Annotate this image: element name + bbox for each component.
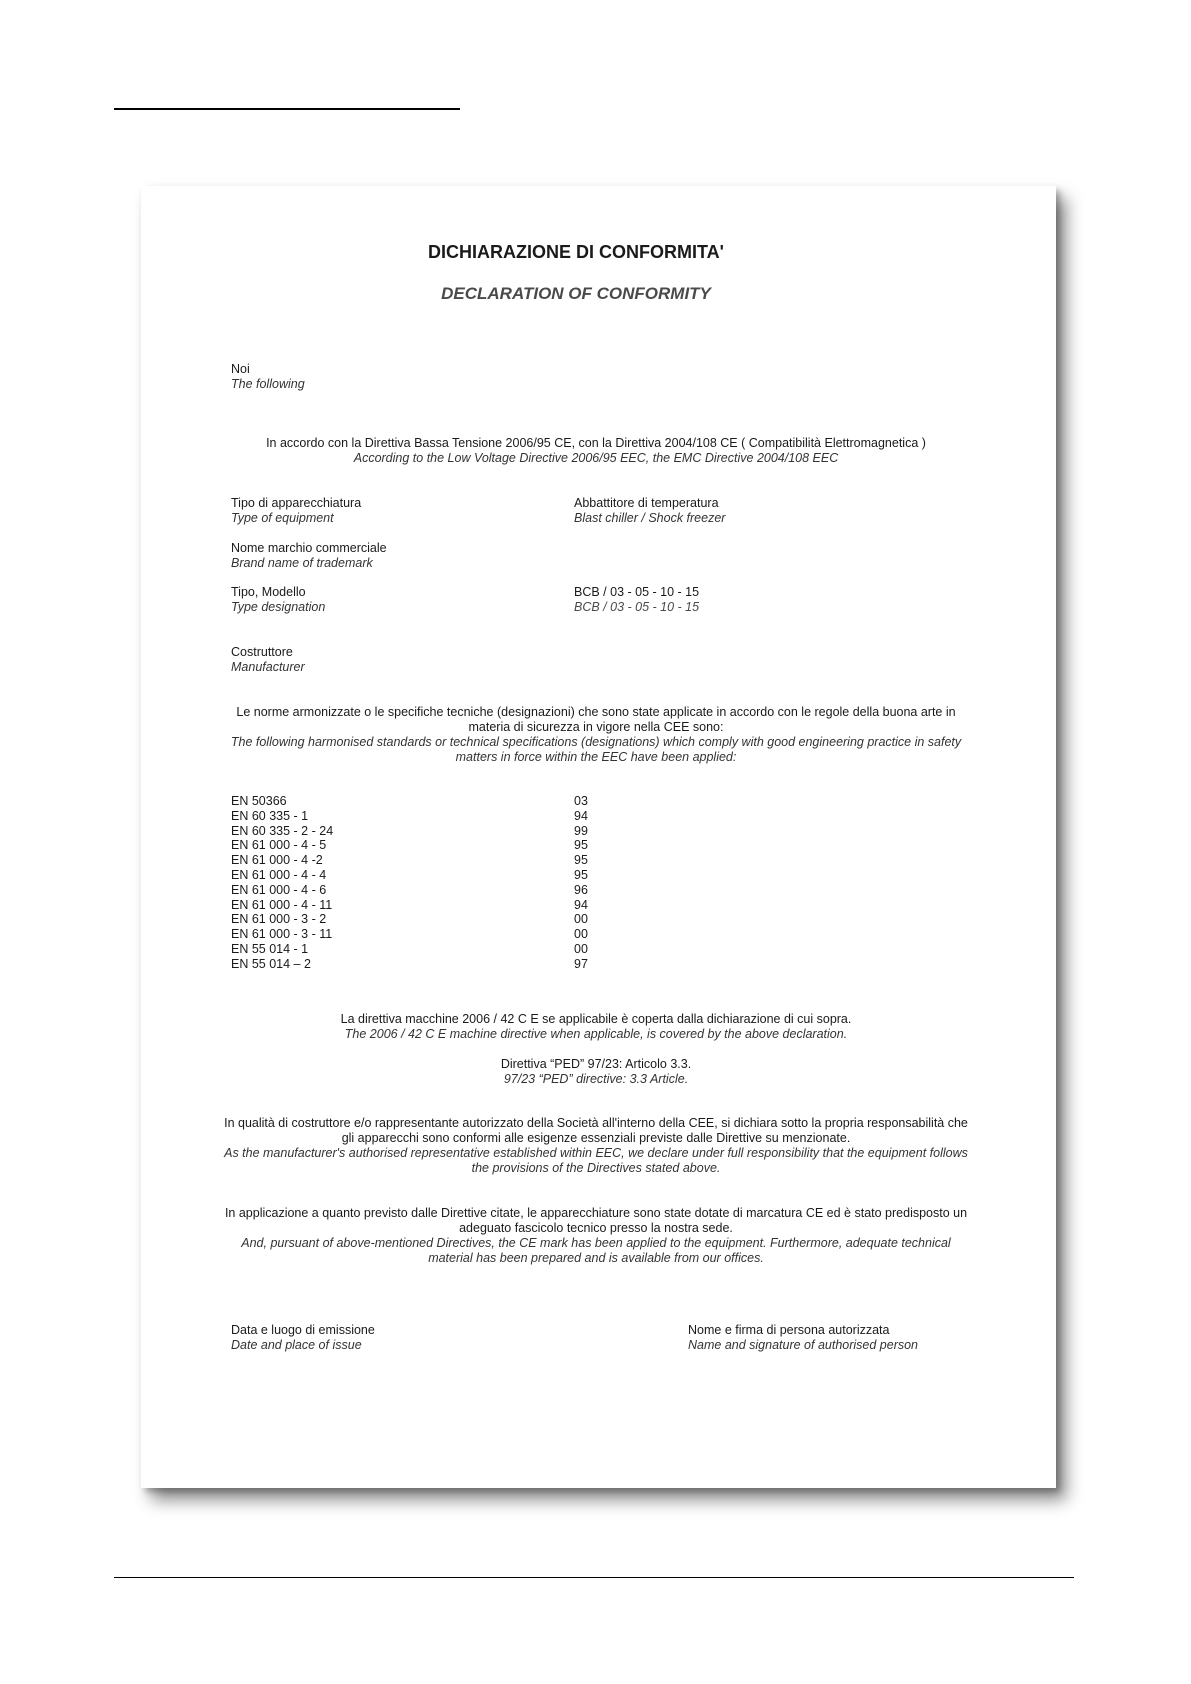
brand-label-it: Nome marchio commerciale (231, 541, 387, 555)
directives-intro-en: According to the Low Voltage Directive 2006/95 EEC, the EMC Directive 2004/108 EEC (353, 451, 839, 465)
standard-year: 00 (574, 941, 588, 956)
ce-mark-en-1: And, pursuant of above-mentioned Directives, the CE mark has been applied to the equipment. Furthermore, adequate technical (241, 1236, 951, 1250)
ce-mark-statement (161, 1206, 1031, 1266)
standard-row (231, 927, 651, 942)
brand-label-en: Brand name of trademark (231, 556, 373, 570)
model-value (574, 585, 699, 615)
responsibility-it-2: gli apparecchi sono conformi alle esigenze essenziali previste dalle Direttive su menzionate. (341, 1131, 851, 1145)
responsibility-en-2: the provisions of the Directives stated above. (471, 1161, 721, 1175)
standard-code: EN 61 000 - 4 - 11 (231, 897, 333, 912)
responsibility-en-1: As the manufacturer's authorised representative established within EEC, we declare under full responsibility that the equipment follows (224, 1146, 968, 1160)
manufacturer-label-it: Costruttore (231, 645, 293, 659)
date-place-it: Data e luogo di emissione (231, 1323, 375, 1337)
standards-intro-en-2: matters in force within the EEC have been applied: (455, 750, 737, 764)
standard-row (231, 868, 651, 883)
machine-directive (161, 1012, 1031, 1042)
standard-row (231, 838, 651, 853)
standards-intro (161, 705, 1031, 765)
equipment-label-it: Tipo di apparecchiatura (231, 496, 362, 510)
ped-directive-en: 97/23 “PED” directive: 3.3 Article. (503, 1072, 689, 1086)
standard-row (231, 942, 651, 957)
model-value-it: BCB / 03 - 05 - 10 - 15 (574, 585, 700, 599)
responsibility-it-1: In qualità di costruttore e/o rappresentante autorizzato della Società all'interno della CEE, si dichiara sotto la propria responsabilità che (224, 1116, 968, 1130)
standard-code: EN 61 000 - 4 - 6 (231, 882, 327, 897)
model-label-it: Tipo, Modello (231, 585, 306, 599)
equipment-label (231, 496, 361, 526)
standards-intro-it-1: Le norme armonizzate o le specifiche tecniche (designazioni) che sono state applicate in accordo con le regole della buona arte in (236, 705, 956, 719)
standard-code: EN 55 014 – 2 (231, 956, 311, 971)
standard-year: 96 (574, 882, 588, 897)
standard-year: 00 (574, 912, 588, 927)
standard-year: 95 (574, 853, 588, 868)
ce-mark-en-2: material has been prepared and is available from our offices. (428, 1251, 764, 1265)
signature-it: Nome e firma di persona autorizzata (688, 1323, 890, 1337)
standard-row (231, 853, 651, 868)
document-subtitle: DECLARATION OF CONFORMITY (441, 284, 711, 303)
standard-year: 94 (574, 808, 588, 823)
declaration-sheet (141, 186, 1056, 1488)
standard-row (231, 824, 651, 839)
standard-code: EN 61 000 - 3 - 2 (231, 912, 327, 927)
machine-directive-en: The 2006 / 42 C E machine directive when applicable, is covered by the above declaration. (344, 1027, 848, 1041)
noi-label-en: The following (231, 377, 305, 391)
standard-row (231, 898, 651, 913)
date-place-en: Date and place of issue (231, 1338, 362, 1352)
standard-code: EN 61 000 - 3 - 11 (231, 927, 333, 942)
manufacturer-label (231, 645, 305, 675)
footer-rule (114, 1577, 1074, 1578)
standard-year: 03 (574, 794, 588, 808)
standard-year: 95 (574, 867, 588, 882)
directives-intro-it: In accordo con la Direttiva Bassa Tensione 2006/95 CE, con la Direttiva 2004/108 CE ( Compatibilità Elettromagnetica ) (266, 436, 926, 450)
signature-label (688, 1323, 918, 1353)
standard-year: 99 (574, 823, 588, 838)
standards-list (231, 794, 651, 972)
standard-year: 94 (574, 897, 588, 912)
standard-code: EN 61 000 - 4 - 4 (231, 867, 327, 882)
standard-code: EN 60 335 - 1 (231, 808, 309, 823)
signature-en: Name and signature of authorised person (688, 1338, 919, 1352)
directives-intro (161, 436, 1031, 466)
header-rule (114, 108, 460, 110)
noi-block (231, 362, 305, 392)
equipment-value-it: Abbattitore di temperatura (574, 496, 719, 510)
ce-mark-it-2: adeguato fascicolo tecnico presso la nostra sede. (459, 1221, 733, 1235)
date-place-label (231, 1323, 375, 1353)
brand-label (231, 541, 387, 571)
standard-row (231, 912, 651, 927)
standard-code: EN 50366 (231, 794, 287, 808)
manufacturer-label-en: Manufacturer (231, 660, 305, 674)
standards-intro-it-2: materia di sicurezza in vigore nella CEE sono: (468, 720, 724, 734)
equipment-value (574, 496, 725, 526)
model-value-en: BCB / 03 - 05 - 10 - 15 (574, 600, 700, 614)
model-label (231, 585, 325, 615)
equipment-value-en: Blast chiller / Shock freezer (574, 511, 726, 525)
standard-code: EN 60 335 - 2 - 24 (231, 823, 334, 838)
standard-row (231, 809, 651, 824)
document-title: DICHIARAZIONE DI CONFORMITA' (428, 242, 724, 262)
standard-year: 00 (574, 927, 588, 942)
ped-directive-it: Direttiva “PED” 97/23: Articolo 3.3. (500, 1057, 692, 1071)
ce-mark-it-1: In applicazione a quanto previsto dalle Direttive citate, le apparecchiature sono state dotate di marcatura CE ed è stato predisposto un (224, 1206, 968, 1220)
equipment-label-en: Type of equipment (231, 511, 334, 525)
standard-year: 95 (574, 838, 588, 853)
machine-directive-it: La direttiva macchine 2006 / 42 C E se applicabile è coperta dalla dichiarazione di cui sopra. (340, 1012, 852, 1026)
standard-code: EN 61 000 - 4 -2 (231, 853, 323, 868)
standard-row (231, 794, 651, 809)
standard-code: EN 61 000 - 4 - 5 (231, 838, 327, 853)
responsibility-statement (161, 1116, 1031, 1176)
standard-year: 97 (574, 956, 588, 971)
standard-row (231, 957, 651, 972)
ped-directive (161, 1057, 1031, 1087)
standards-intro-en-1: The following harmonised standards or technical specifications (designations) which comply with good engineering practice in safety (230, 735, 962, 749)
noi-label: Noi (231, 362, 250, 376)
model-label-en: Type designation (231, 600, 326, 614)
standard-code: EN 55 014 - 1 (231, 941, 309, 956)
standard-row (231, 883, 651, 898)
